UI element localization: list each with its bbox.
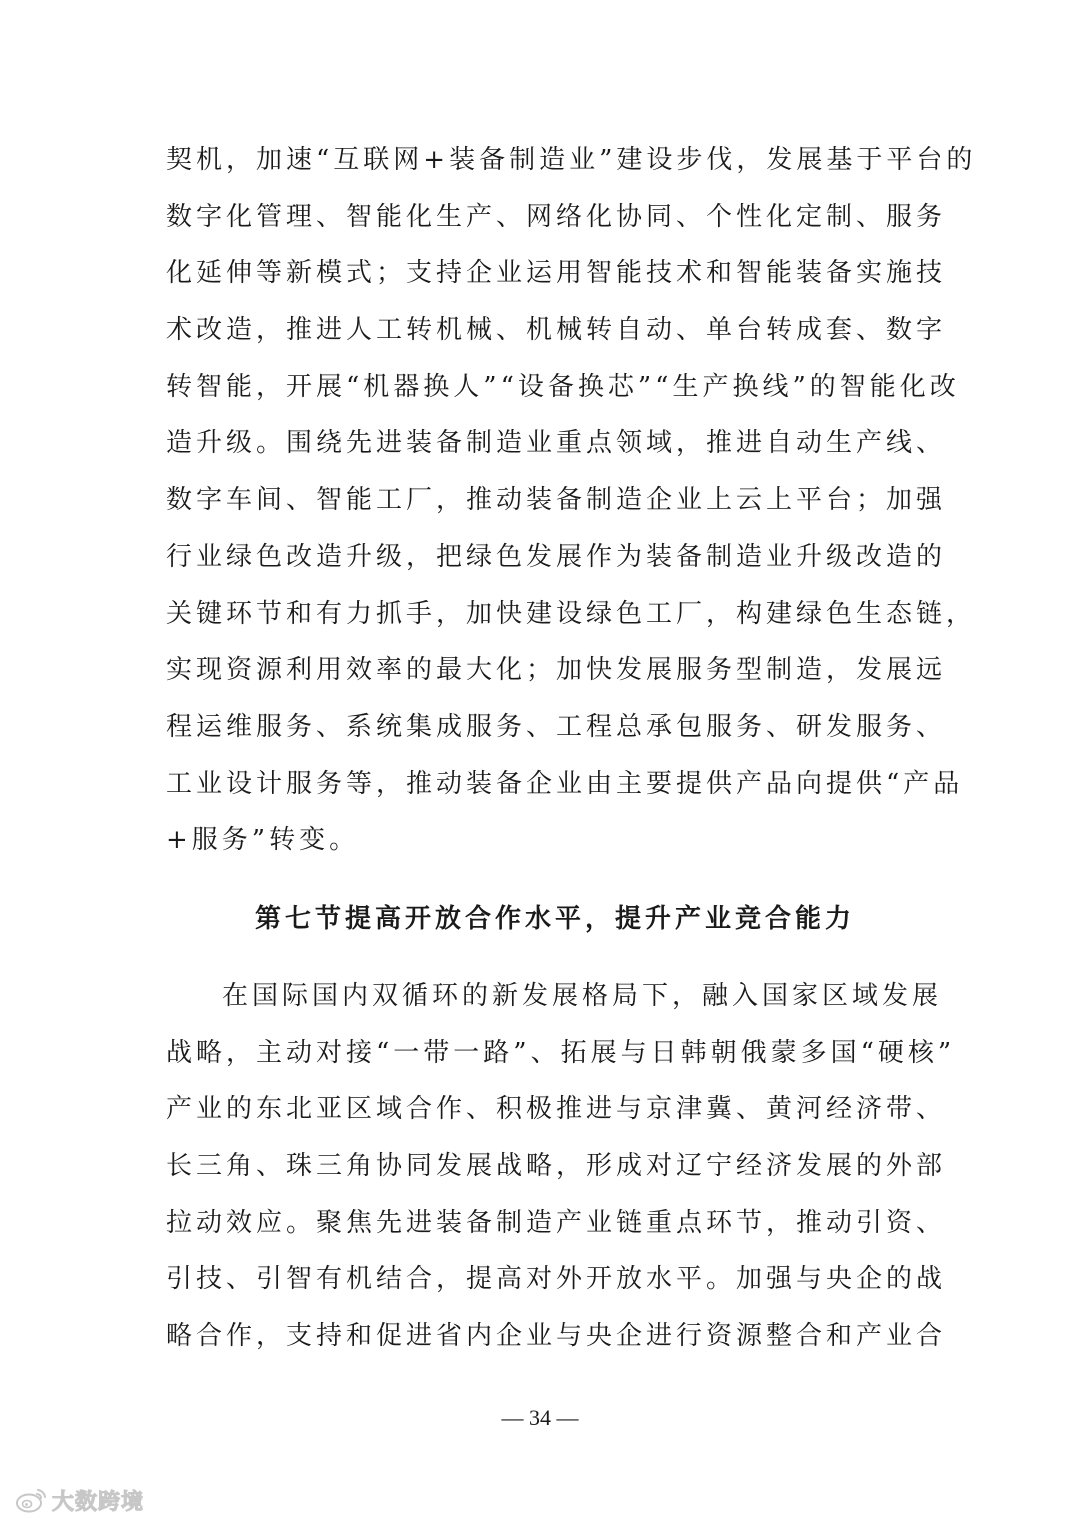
text-line: 工业设计服务等，推动装备企业由主要提供产品向提供“产品 <box>166 768 964 799</box>
text-line: 术改造，推进人工转机械、机械转自动、单台转成套、数字 <box>166 315 947 346</box>
page-number: — 34 — <box>501 1405 579 1430</box>
text-line: 转智能，开展“机器换人”“设备换芯”“生产换线”的智能化改 <box>166 371 960 402</box>
text-line: 契机，加速“互联网+装备制造业”建设步伐，发展基于平台的 <box>166 145 977 175</box>
text-line: 行业绿色改造升级，把绿色发展作为装备制造业升级改造的 <box>166 541 947 572</box>
watermark-text: 大数跨境 <box>52 1489 145 1515</box>
text-line: 略合作，支持和促进省内企业与央企进行资源整合和产业合 <box>166 1321 947 1352</box>
text-line: 引技、引智有机结合，提高对外开放水平。加强与央企的战 <box>166 1264 947 1295</box>
text-line: 数字化管理、智能化生产、网络化协同、个性化定制、服务 <box>166 201 947 232</box>
text-line: 拉动效应。聚焦先进装备制造产业链重点环节，推动引资、 <box>166 1207 947 1238</box>
paragraph-2 <box>166 968 956 1365</box>
text-line: 长三角、珠三角协同发展战略，形成对辽宁经济发展的外部 <box>166 1151 947 1182</box>
paragraph-1 <box>166 132 977 869</box>
section-heading: 第七节提高开放合作水平，提升产业竞合能力 <box>254 904 855 934</box>
text-line: 数字车间、智能工厂，推动装备制造企业上云上平台；加强 <box>166 485 947 516</box>
text-line: 在国际国内双循环的新发展格局下，融入国家区域发展 <box>222 981 943 1011</box>
text-line: 实现资源利用效率的最大化；加快发展服务型制造，发展远 <box>166 655 947 686</box>
text-line: 化延伸等新模式；支持企业运用智能技术和智能装备实施技 <box>166 258 947 289</box>
text-line: 造升级。围绕先进装备制造业重点领域，推进自动生产线、 <box>166 428 947 459</box>
text-line: +服务”转变。 <box>166 825 360 856</box>
watermark <box>14 1485 144 1515</box>
text-line: 程运维服务、系统集成服务、工程总承包服务、研发服务、 <box>166 711 947 742</box>
weibo-logo-icon <box>14 1486 48 1514</box>
text-line: 战略，主动对接“一带一路”、拓展与日韩朝俄蒙多国“硬核” <box>166 1037 956 1068</box>
text-line: 关键环节和有力抓手，加快建设绿色工厂，构建绿色生态链， <box>166 598 977 629</box>
text-line: 产业的东北亚区域合作、积极推进与京津冀、黄河经济带、 <box>166 1094 947 1125</box>
